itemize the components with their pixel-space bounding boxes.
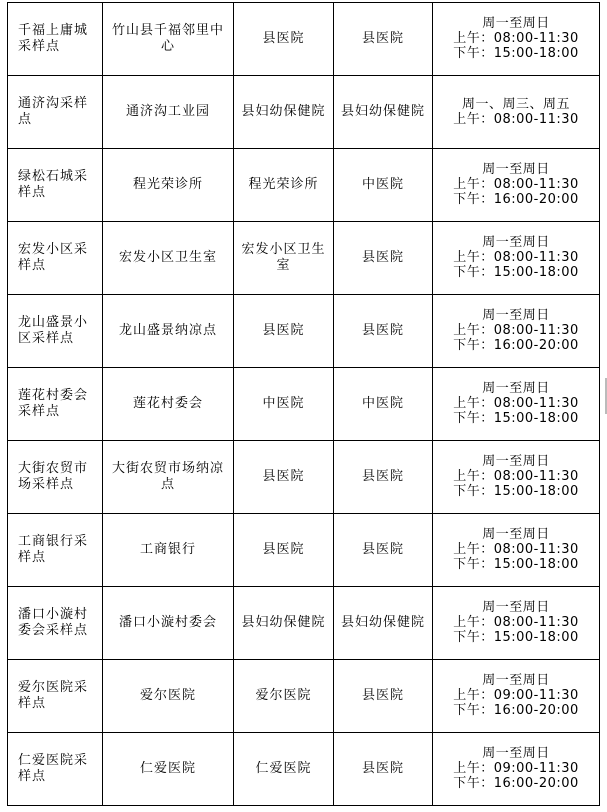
table-body bbox=[8, 3, 600, 806]
hours-block bbox=[453, 308, 579, 353]
afternoon-hours: 下午：16:00-20:00 bbox=[453, 192, 579, 207]
hours-cell bbox=[433, 587, 600, 660]
table-row bbox=[8, 222, 600, 295]
morning-hours: 上午：08:00-11:30 bbox=[453, 615, 579, 630]
testing-unit-cell: 县医院 bbox=[334, 441, 433, 514]
testing-unit-cell: 县医院 bbox=[334, 733, 433, 806]
hours-block bbox=[453, 381, 579, 426]
afternoon-hours: 下午：15:00-18:00 bbox=[453, 46, 579, 61]
service-days: 周一至周日 bbox=[482, 235, 550, 250]
afternoon-hours: 下午：15:00-18:00 bbox=[453, 557, 579, 572]
testing-unit-cell: 县医院 bbox=[334, 222, 433, 295]
hours-cell bbox=[433, 660, 600, 733]
testing-unit-cell: 县医院 bbox=[334, 295, 433, 368]
site-name-cell: 大街农贸市场采样点 bbox=[8, 441, 103, 514]
address-cell: 程光荣诊所 bbox=[103, 149, 234, 222]
hours-block bbox=[453, 235, 579, 280]
morning-hours: 上午：08:00-11:30 bbox=[453, 323, 579, 338]
hours-cell bbox=[433, 76, 600, 149]
collection-unit-cell: 仁爱医院 bbox=[234, 733, 334, 806]
hours-block bbox=[453, 454, 579, 499]
hours-block bbox=[453, 673, 579, 718]
hours-cell bbox=[433, 3, 600, 76]
morning-hours: 上午：08:00-11:30 bbox=[453, 396, 579, 411]
afternoon-hours: 下午：15:00-18:00 bbox=[453, 411, 579, 426]
morning-hours: 上午：08:00-11:30 bbox=[453, 469, 579, 484]
morning-hours: 上午：09:00-11:30 bbox=[453, 688, 579, 703]
testing-unit-cell: 中医院 bbox=[334, 368, 433, 441]
collection-unit-cell: 县妇幼保健院 bbox=[234, 587, 334, 660]
service-days: 周一至周日 bbox=[482, 381, 550, 396]
collection-unit-cell: 中医院 bbox=[234, 368, 334, 441]
site-name-cell: 潘口小漩村委会采样点 bbox=[8, 587, 103, 660]
address-cell: 竹山县千福邻里中心 bbox=[103, 3, 234, 76]
address-cell: 通济沟工业园 bbox=[103, 76, 234, 149]
collection-unit-cell: 县医院 bbox=[234, 295, 334, 368]
table-row bbox=[8, 149, 600, 222]
service-days: 周一至周日 bbox=[482, 454, 550, 469]
collection-unit-cell: 县医院 bbox=[234, 3, 334, 76]
hours-cell bbox=[433, 514, 600, 587]
hours-block bbox=[453, 600, 579, 645]
collection-unit-cell: 县妇幼保健院 bbox=[234, 76, 334, 149]
morning-hours: 上午：08:00-11:30 bbox=[453, 542, 579, 557]
hours-cell bbox=[433, 149, 600, 222]
service-days: 周一至周日 bbox=[482, 162, 550, 177]
hours-block bbox=[453, 16, 579, 61]
afternoon-hours: 下午：15:00-18:00 bbox=[453, 630, 579, 645]
afternoon-hours: 下午：15:00-18:00 bbox=[453, 265, 579, 280]
morning-hours: 上午：08:00-11:30 bbox=[453, 111, 579, 127]
table-row bbox=[8, 660, 600, 733]
hours-cell bbox=[433, 368, 600, 441]
hours-block bbox=[453, 162, 579, 207]
afternoon-hours: 下午：16:00-20:00 bbox=[453, 338, 579, 353]
site-name-cell: 爱尔医院采样点 bbox=[8, 660, 103, 733]
service-days: 周一至周日 bbox=[482, 673, 550, 688]
site-name-cell: 龙山盛景小区采样点 bbox=[8, 295, 103, 368]
sampling-sites-table bbox=[7, 2, 600, 806]
collection-unit-cell: 爱尔医院 bbox=[234, 660, 334, 733]
address-cell: 工商银行 bbox=[103, 514, 234, 587]
testing-unit-cell: 县妇幼保健院 bbox=[334, 76, 433, 149]
hours-cell bbox=[433, 441, 600, 514]
hours-cell bbox=[433, 733, 600, 806]
collection-unit-cell: 县医院 bbox=[234, 514, 334, 587]
table-row bbox=[8, 295, 600, 368]
testing-unit-cell: 县医院 bbox=[334, 660, 433, 733]
morning-hours: 上午：08:00-11:30 bbox=[453, 177, 579, 192]
hours-block bbox=[453, 527, 579, 572]
service-days: 周一至周日 bbox=[482, 600, 550, 615]
collection-unit-cell: 程光荣诊所 bbox=[234, 149, 334, 222]
collection-unit-cell: 县医院 bbox=[234, 441, 334, 514]
afternoon-hours: 下午：15:00-18:00 bbox=[453, 484, 579, 499]
address-cell: 爱尔医院 bbox=[103, 660, 234, 733]
site-name-cell: 仁爱医院采样点 bbox=[8, 733, 103, 806]
testing-unit-cell: 县医院 bbox=[334, 3, 433, 76]
address-cell: 潘口小漩村委会 bbox=[103, 587, 234, 660]
morning-hours: 上午：08:00-11:30 bbox=[453, 31, 579, 46]
site-name-cell: 工商银行采样点 bbox=[8, 514, 103, 587]
service-days: 周一至周日 bbox=[482, 527, 550, 542]
hours-cell bbox=[433, 222, 600, 295]
table-row bbox=[8, 733, 600, 806]
address-cell: 宏发小区卫生室 bbox=[103, 222, 234, 295]
table-row bbox=[8, 368, 600, 441]
address-cell: 仁爱医院 bbox=[103, 733, 234, 806]
morning-hours: 上午：09:00-11:30 bbox=[453, 761, 579, 776]
hours-block bbox=[453, 97, 579, 127]
table-row bbox=[8, 587, 600, 660]
hours-block bbox=[453, 746, 579, 791]
service-days: 周一、周三、周五 bbox=[461, 96, 570, 112]
service-days: 周一至周日 bbox=[482, 308, 550, 323]
table-row bbox=[8, 3, 600, 76]
testing-unit-cell: 县医院 bbox=[334, 514, 433, 587]
service-days: 周一至周日 bbox=[482, 746, 550, 761]
site-name-cell: 千福上庸城采样点 bbox=[8, 3, 103, 76]
site-name-cell: 莲花村委会采样点 bbox=[8, 368, 103, 441]
hours-cell bbox=[433, 295, 600, 368]
morning-hours: 上午：08:00-11:30 bbox=[453, 250, 579, 265]
testing-unit-cell: 县妇幼保健院 bbox=[334, 587, 433, 660]
collection-unit-cell: 宏发小区卫生室 bbox=[234, 222, 334, 295]
address-cell: 莲花村委会 bbox=[103, 368, 234, 441]
afternoon-hours: 下午：16:00-20:00 bbox=[453, 776, 579, 791]
table-row bbox=[8, 76, 600, 149]
site-name-cell: 通济沟采样点 bbox=[8, 76, 103, 149]
table-row bbox=[8, 514, 600, 587]
address-cell: 龙山盛景纳凉点 bbox=[103, 295, 234, 368]
site-name-cell: 宏发小区采样点 bbox=[8, 222, 103, 295]
table-row bbox=[8, 441, 600, 514]
address-cell: 大街农贸市场纳凉点 bbox=[103, 441, 234, 514]
site-name-cell: 绿松石城采样点 bbox=[8, 149, 103, 222]
testing-unit-cell: 中医院 bbox=[334, 149, 433, 222]
service-days: 周一至周日 bbox=[482, 16, 550, 31]
afternoon-hours: 下午：16:00-20:00 bbox=[453, 703, 579, 718]
